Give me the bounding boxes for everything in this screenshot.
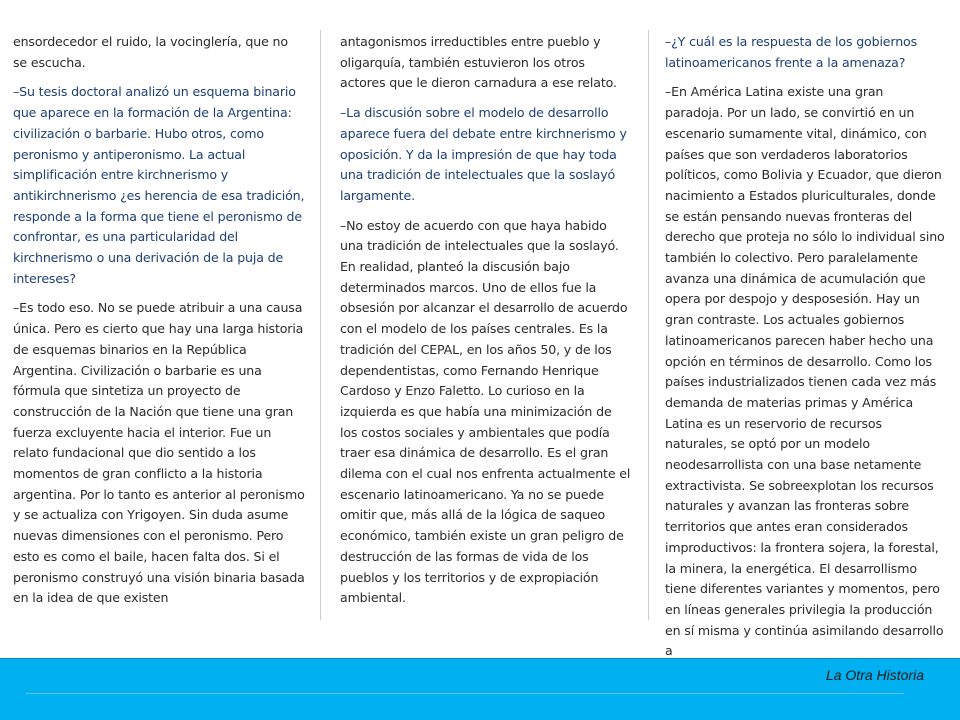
footer-title: La Otra Historia <box>825 667 924 683</box>
paragraph-answer: –No estoy de acuerdo con que haya habido una tradición de intelectuales que la soslayó. En realidad, planteó la discusión bajo determinados marcos. Uno de ellos fue la obsesión por alcanzar el desarrollo de acuerdo con el modelo de los países centrales. Es la tradición del CEPAL, en los años 50, y de los dependentistas, como Fernando Henrique Cardoso y Enzo Faletto. Lo curioso en la izquierda es que había una minimización de los costos sociales y ambientales que podía traer esa dinámica de desarrollo. Es el gran dilema con el cual nos enfrenta actualmente el escenario latinoamericano. Ya no se puede omitir que, más allá de la lógica de saqueo económico, también existe un gran peligro de destrucción de las formas de vida de los pueblos y los territorios y de expropiación ambiental. <box>340 217 631 606</box>
footer-bar <box>0 658 960 720</box>
paragraph-question: –La discusión sobre el modelo de desarrollo aparece fuera del debate entre kirchnerismo y oposición. Y da la impresión de que hay toda una tradición de intelectuales que la soslayó largamente. <box>340 105 627 203</box>
paragraph-question: –Su tesis doctoral analizó un esquema binario que aparece en la formación de la Argentina: civilización o barbarie. Hubo otros, como peronismo y antiperonismo. La actual simplificación entre kirchnerismo y antikirchnerismo ¿es herencia de esa tradición, responde a la forma que tiene el peronismo de confrontar, es una particularidad del kirchnerismo o una derivación de la puja de intereses? <box>13 84 305 286</box>
paragraph-question: –¿Y cuál es la respuesta de los gobiernos latinoamericanos frente a la amenaza? <box>665 34 917 70</box>
paragraph-answer: ensordecedor el ruido, la vocinglería, que no se escucha. <box>13 34 288 70</box>
paragraph-answer: antagonismos irreductibles entre pueblo y oligarquía, también estuvieron los otros actores que le dieron carnadura a ese relato. <box>340 34 617 91</box>
paragraph-answer: –En América Latina existe una gran paradoja. Por un lado, se convirtió en un escenario sumamente vital, dinámico, con países que son verdaderos laboratorios políticos, como Bolivia y Ecuador, que dieron nacimiento a Estados pluriculturales, donde se están pensando nuevas fronteras del derecho que proteja no sólo lo individual sino también lo colectivo. Pero paralelamente avanza una dinámica de acumulación que opera por despojo y desposesión. Hay un gran contraste. Los actuales gobiernos latinoamericanos parecen haber hecho una opción en términos de desarrollo. Como los países industrializados tienen cada vez más demanda de materias primas y América Latina es un reservorio de recursos naturales, se optó por un modelo neodesarrollista con una base netamente extractivista. Se sobreexplotan los recursos naturales y avanzan las fronteras sobre territorios que antes eran considerados improductivos: la frontera sojera, la forestal, la minera, la energética. El desarrollismo tiene diferentes variantes y momentos, pero en líneas generales privilegia la producción en sí misma y continúa asimilando desarrollo a <box>665 84 945 659</box>
text-column-2 <box>340 32 632 618</box>
text-column-3 <box>665 32 945 671</box>
column-divider <box>320 30 321 620</box>
text-column-1 <box>13 32 305 618</box>
footer-rule <box>26 693 904 694</box>
paragraph-answer: –Es todo eso. No se puede atribuir a una causa única. Pero es cierto que hay una larga historia de esquemas binarios en la República Argentina. Civilización o barbarie es una fórmula que sintetiza un proyecto de construcción de la Nación que tiene una gran fuerza excluyente hacia el interior. Fue un relato fundacional que dio sentido a los momentos de gran conflicto a la historia argentina. Por lo tanto es anterior al peronismo y se actualiza con Yrigoyen. Sin duda asume nuevas dimensiones con el peronismo. Pero esto es como el baile, hacen falta dos. Si el peronismo construyó una visión binaria basada en la idea de que existen <box>13 300 305 606</box>
column-divider <box>648 30 649 620</box>
